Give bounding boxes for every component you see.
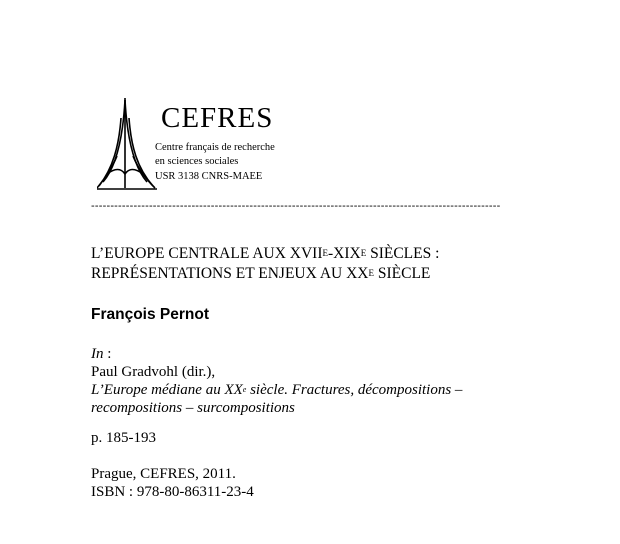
in-label	[91, 345, 462, 363]
article-title	[91, 244, 439, 284]
title-part: -XIX	[328, 245, 361, 262]
publication-info	[91, 465, 254, 501]
cefres-logo	[97, 96, 297, 192]
title-sup: E	[368, 268, 374, 278]
book-title-part: siècle. Fractures, décompositions –	[246, 382, 463, 398]
title-line-1	[91, 244, 439, 264]
logo-title: CEFRES	[161, 102, 274, 134]
author-name: François Pernot	[91, 306, 209, 323]
title-part: REPRÉSENTATIONS ET ENJEUX AU XX	[91, 265, 369, 282]
logo-line-3: USR 3138 CNRS-MAEE	[155, 171, 263, 182]
title-part: SIÈCLES :	[366, 245, 440, 262]
book-title-line-1	[91, 381, 462, 399]
editor: Paul Gradvohl (dir.),	[91, 364, 216, 380]
book-title-sup: e	[242, 385, 247, 394]
publisher: Prague, CEFRES, 2011.	[91, 466, 236, 482]
title-sup: E	[322, 248, 328, 258]
logo-line-1: Centre français de recherche	[155, 142, 275, 153]
separator-line: ----------------------------------------------------------------------------------------------------------	[91, 200, 501, 212]
logo-line-2: en sciences sociales	[155, 156, 239, 167]
cathedral-icon	[97, 96, 159, 192]
page-range: p. 185-193	[91, 430, 156, 446]
in-word: In	[91, 346, 104, 362]
book-title-part: L’Europe médiane au XX	[91, 382, 243, 398]
in-colon: :	[103, 346, 112, 362]
title-sup: E	[360, 248, 367, 258]
title-part: SIÈCLE	[373, 265, 431, 282]
title-line-2	[91, 264, 439, 284]
title-part: L’EUROPE CENTRALE AUX XVII	[91, 245, 323, 262]
source-block	[91, 345, 462, 417]
book-title-line-2: recompositions – surcompositions	[91, 400, 295, 416]
isbn: ISBN : 978-80-86311-23-4	[91, 484, 254, 500]
